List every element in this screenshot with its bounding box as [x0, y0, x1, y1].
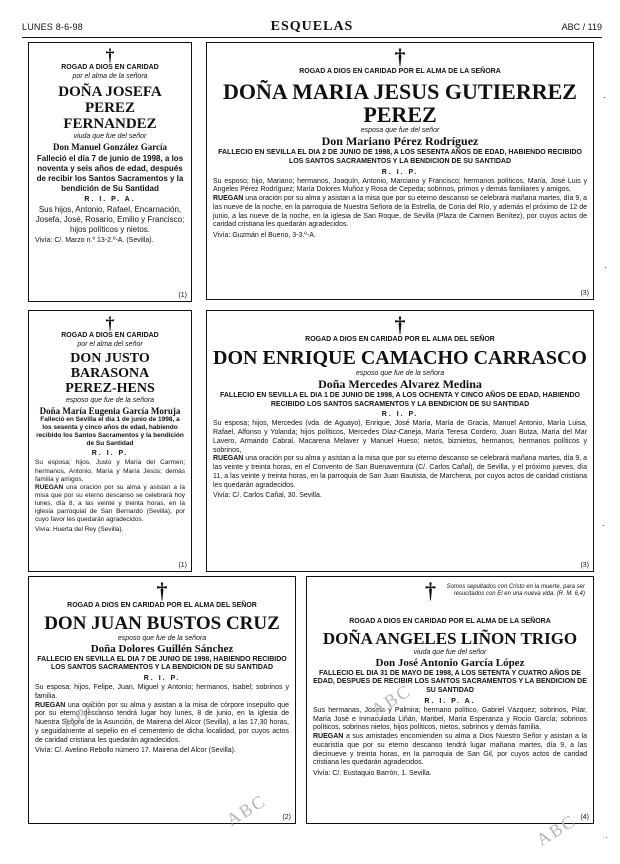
obituary-prayer-heading: ROGAD A DIOS EN CARIDAD POR EL ALMA DE LA SEÑORA	[349, 618, 551, 625]
death-details: FALLECIO EL DIA 31 DE MAYO DE 1998, A LOS SETENTA Y CUATRO AÑOS DE EDAD, DESPUES DE RECIBIR LOS SANTOS SACRAMENTOS Y LA BENDICION DE SU SANTIDAD	[313, 669, 587, 695]
relation-text: esposo que fue de la señora	[65, 397, 155, 405]
spouse-name: Don José Antonio García López	[375, 656, 525, 669]
obituary-prayer-heading: ROGAD A DIOS EN CARIDAD POR EL ALMA DE LA SEÑORA	[299, 68, 501, 75]
address-text: Vivía: C/. Eustaquio Barrón, 1. Sevilla.	[313, 770, 432, 778]
relation-text: viuda que fue del señor	[73, 133, 147, 141]
notice-number: (4)	[580, 814, 589, 821]
notice-number: (2)	[282, 814, 291, 821]
family-text: Su esposa; hijos, Justo y María del Carmen; hermanos, Antonio, María y María Jesús; demás familia y amigos,	[35, 459, 185, 483]
ruegan-text: RUEGAN una oración por su alma y asistan a la misa que por su eterno descanso se celebrará mañana martes, día 9, a las nueve de la noche, en la parroquia de Nuestra Señora de la Estrella, de Coria del Río, y además el próximo de 12 de junio, a las nueve de la noche, en la iglesia de San Roque, de Sevilla (Plaza de Carmen Benítez), por cuyos actos de caridad cristiana les quedarán agradecidos.	[213, 195, 587, 229]
relation-text: viuda que fue del señor	[413, 648, 487, 656]
obituary-prayer-heading: ROGAD A DIOS EN CARIDAD	[61, 332, 159, 339]
address-text: Vivía: C/. Marzo n.º 13-2.º-A. (Sevilla).	[35, 237, 154, 245]
rip-text: R. I. P.	[381, 411, 419, 419]
family-text: Sus hermanas, Josefa y Palmira; hermano político, Gabriel Vázquez; sobrinos, Pilar, María José e Inmaculada Liñán, Maribel, María Esperanza y Rocío García; sobrinos políticos, sobrinos nietos, hijos políticos, nietos, sobrinos y demás familia,	[313, 706, 587, 732]
death-details: Falleció el día 7 de junio de 1998, a los noventa y seis años de edad, después de recibir los Santos Sacramentos y la bendición de Su Santidad	[36, 154, 184, 194]
death-details: FALLECIO EN SEVILLA EL DIA 7 DE JUNIO DE 1998, HABIENDO RECIBIDO LOS SANTOS SACRAMENTOS Y LA BENDICION DE SU SANTIDAD	[37, 655, 287, 672]
header-rule	[22, 37, 602, 38]
ruegan-text: RUEGAN una oración por su alma y asistan a la misa de córpore insepulto que por su eterno descanso tendrá lugar hoy lunes, 8 de junio, en la iglesia de Nuestra Señora de la Asunción, de Mairena del Alcor (Sevilla), a las 17,30 horas, y seguidamente al sepelio en el cementerio de dicha localidad, por cuyos actos de caridad cristiana les quedarán agradecidos.	[35, 701, 289, 744]
page-header	[22, 20, 602, 36]
edge-mark: ·	[604, 262, 607, 272]
watermark-logo: ABC	[532, 810, 580, 850]
cross-icon: †	[105, 313, 115, 333]
address-text: Vivía: C/. Avelino Rebollo número 17. Mairena del Alcor (Sevilla).	[35, 747, 236, 755]
obituary-enrique-camacho	[206, 310, 594, 572]
watermark-logo: ABC	[367, 680, 415, 720]
obituary-prayer-subheading: por el alma del señor	[77, 340, 143, 348]
header-page-number: ABC / 119	[561, 22, 602, 32]
deceased-name: DOÑA MARIA JESUS GUTIERREZ PEREZ	[223, 78, 577, 127]
rip-text: R. I. P.	[381, 168, 419, 176]
death-details: FALLECIO EN SEVILLA EL DIA 1 DE JUNIO DE 1998, A LOS OCHENTA Y CINCO AÑOS DE EDAD, HABIENDO RECIBIDO LOS SANTOS SACRAMENTOS Y LA BENDICION DE SU SANTIDAD	[219, 391, 581, 408]
spouse-name: Doña Mercedes Alvarez Medina	[318, 377, 482, 392]
header-date: LUNES 8-6-98	[22, 22, 83, 32]
notice-number: (3)	[580, 562, 589, 569]
deceased-name: DON JUAN BUSTOS CRUZ	[44, 612, 280, 634]
notice-number: (3)	[580, 290, 589, 297]
ruegan-text: RUEGAN una oración por su alma y asistan a la misa que por su eterno descanso se celebrará hoy lunes, día 8, a las veinte y treinta horas, en la iglesia parroquial de San Bernardo (Sevilla), por cuyo favor les quedarán agradecidos.	[35, 483, 185, 524]
rip-text: R. I. P.	[143, 675, 181, 683]
address-text: Vivía: C/. Carlos Cañal, 30. Sevilla.	[213, 492, 322, 500]
obituary-prayer-heading: ROGAD A DIOS EN CARIDAD POR EL ALMA DEL SEÑOR	[305, 336, 495, 343]
notice-number: (1)	[178, 562, 187, 569]
relation-text: esposo que fue de la señora	[355, 369, 445, 377]
deceased-name: DON ENRIQUE CAMACHO CARRASCO	[213, 346, 587, 369]
spouse-name: Don Manuel González García	[52, 141, 168, 152]
rip-text: R. I. P. A.	[424, 697, 476, 705]
edge-mark: ·	[605, 832, 608, 842]
edge-mark: ·	[602, 520, 605, 530]
spouse-name: Don Mariano Pérez Rodríguez	[321, 134, 479, 149]
obituary-juan-bustos	[28, 576, 296, 824]
ruegan-text: RUEGAN una oración por su alma y asistan a la misa que por su eterno descanso se celebrará mañana martes, día 9, a las veinte y treinta horas, en el Convento de San Buenaventura (C/. Carlos Cañal), de Sevilla, y el próximo jueves, día 11, a las veinte y treinta horas, en la parroquia de San Juan Bautista, de Marchena, por cuyos actos de caridad cristiana les quedarán agradecidos.	[213, 455, 587, 489]
ruegan-text: RUEGAN a sus amistades encomienden su alma a Dios Nuestro Señor y asistan a la eucaristía que por su eterno descanso tendrá lugar mañana martes, día 9, a las diecinueve y treinta horas, en la parroquia de San Gil, por cuyos actos de caridad cristiana les quedarán agradecidos.	[313, 733, 587, 767]
family-text: Sus hijos, Antonio, Rafael, Encarnación, Josefa, José, Rosario, Emilio y Francisco; hijos políticos y nietos.	[35, 205, 185, 235]
relation-text: esposa que fue del señor	[360, 126, 440, 134]
cross-icon: †	[156, 578, 168, 603]
family-text: Su esposa; hijos, Mercedes (vda. de Aguayo), Enrique, José María, María de Gracia, Manuel Antonio, María Luisa, Rafael, Alfonso y Yolanda; hijos políticos, Mercedes Díaz-Caneja, María Teresa Cordero, Juan Butza, María del Mar Lavero, Armando Cabral, Macarena Melaver y Manuel Hueso; nietos, biznietos, hermanos, hermanos políticos y sobrinos,	[213, 420, 587, 454]
obituary-maria-jesus-gutierrez	[206, 42, 594, 300]
cross-icon: †	[105, 45, 115, 65]
cross-icon: †	[425, 578, 436, 603]
obituary-prayer-heading: ROGAD A DIOS EN CARIDAD POR EL ALMA DEL SEÑOR	[67, 602, 257, 609]
deceased-name: DOÑA JOSEFA PEREZ FERNANDEZ	[58, 84, 162, 132]
notice-number: (1)	[178, 292, 187, 299]
relation-text: esposo que fue de la señora	[117, 634, 207, 642]
spouse-name: Doña Dolores Guillén Sánchez	[90, 643, 234, 656]
family-text: Su esposo; hijo, Mariano; hermanos, Joaquín, Antonio, Marciano y Francisco; hermanos políticos, María, José Luis y Angeles Pérez Rodríguez; María Dolores Muñoz y Rosa de Cepeda; sobrinos, primos y demás familiares y amigos,	[213, 177, 587, 194]
cross-icon: †	[394, 312, 406, 337]
rip-text: R. I. P. A.	[84, 196, 136, 204]
family-text: Su esposa; hijos, Felipe, Juan, Miguel y Antonio; hermanos, Isabel; sobrinos y familia.	[35, 684, 289, 700]
deceased-name: DON JUSTO BARASONA PEREZ-HENS	[65, 351, 155, 396]
obituary-prayer-heading: ROGAD A DIOS EN CARIDAD	[61, 64, 159, 71]
cross-icon: †	[394, 44, 406, 69]
deceased-name: DOÑA ANGELES LIÑON TRIGO	[322, 628, 578, 648]
watermark-logo: ABC	[57, 695, 105, 735]
bible-quote: Somos sepultados con Cristo en la muerte, para ser resucitados con El en una nueva vida. (R. M. 6,4)	[446, 584, 585, 598]
obituary-justo-barasona	[28, 310, 192, 572]
obituary-prayer-subheading: por el alma de la señora	[72, 72, 148, 80]
death-details: FALLECIO EN SEVILLA EL DIA 2 DE JUNIO DE 1998, A LOS SESENTA AÑOS DE EDAD, HABIENDO RECIBIDO LOS SANTOS SACRAMENTOS Y LA BENDICION DE SU SANTIDAD	[218, 149, 582, 165]
address-text: Vivía: Huerta del Rey (Sevilla).	[35, 526, 124, 534]
edge-mark: ·	[603, 92, 606, 102]
watermark-logo: ABC	[222, 790, 270, 830]
spouse-name: Doña María Eugenia García Moruja	[39, 405, 181, 416]
section-title: ESQUELAS	[270, 19, 354, 34]
obituary-josefa-perez	[28, 42, 192, 302]
address-text: Vivía: Guzmán el Bueno, 3-3.º-A.	[213, 232, 316, 240]
rip-text: R. I. P.	[91, 450, 129, 458]
death-details: Falleció en Sevilla el día 1 de junio de 1998, a los sesenta y cinco años de edad, habiendo recibido los Santos Sacramentos y la bendición de Su Santidad	[36, 415, 184, 448]
obituary-angeles-linon	[306, 576, 594, 824]
